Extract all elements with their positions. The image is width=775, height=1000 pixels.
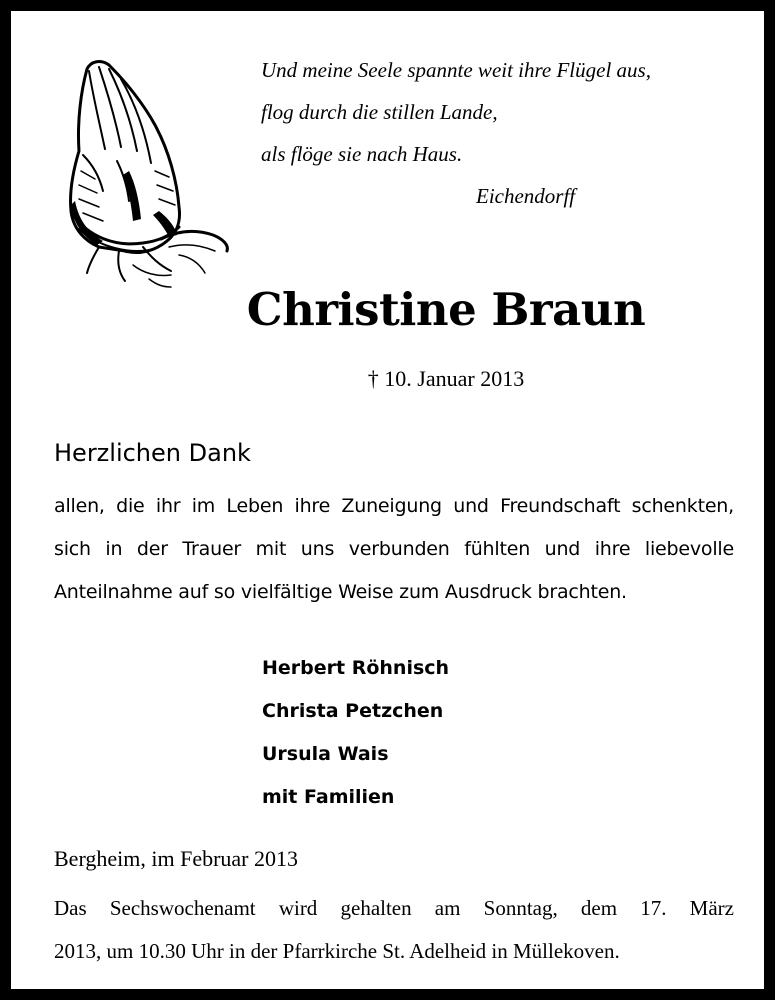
thanks-heading: Herzlichen Dank <box>54 439 251 467</box>
signer-name: Herbert Röhnisch <box>262 657 450 679</box>
mass-notice <box>54 887 734 973</box>
poem-author: Eichendorff <box>476 184 576 208</box>
poem-line: als flöge sie nach Haus. <box>261 142 463 166</box>
mass-line: Das Sechswochenamt wird gehalten am Sonntag, dem 17. März <box>54 896 734 920</box>
mass-line: 2013, um 10.30 Uhr in der Pfarrkirche St. Adelheid in Müllekoven. <box>54 939 620 963</box>
thanks-line: sich in der Trauer mit uns verbunden fühlten und ihre liebevolle <box>54 538 734 560</box>
praying-hands-icon <box>59 51 234 291</box>
signer-name: mit Familien <box>262 786 395 808</box>
poem-quote <box>261 49 741 217</box>
signer-name: Christa Petzchen <box>262 700 444 722</box>
thanks-paragraph <box>54 485 734 614</box>
thanks-line: allen, die ihr im Leben ihre Zuneigung und Freundschaft schenkten, <box>54 495 734 517</box>
deceased-name: Christine Braun <box>246 283 646 336</box>
poem-line: Und meine Seele spannte weit ihre Flügel aus, <box>261 58 651 82</box>
place-date: Bergheim, im Februar 2013 <box>54 846 298 871</box>
signer-name: Ursula Wais <box>262 743 389 765</box>
signers-list <box>262 647 449 819</box>
poem-line: flog durch die stillen Lande, <box>261 100 498 124</box>
thanks-line: Anteilnahme auf so vielfältige Weise zum Ausdruck brachten. <box>54 581 627 603</box>
death-date: † 10. Januar 2013 <box>367 366 525 391</box>
